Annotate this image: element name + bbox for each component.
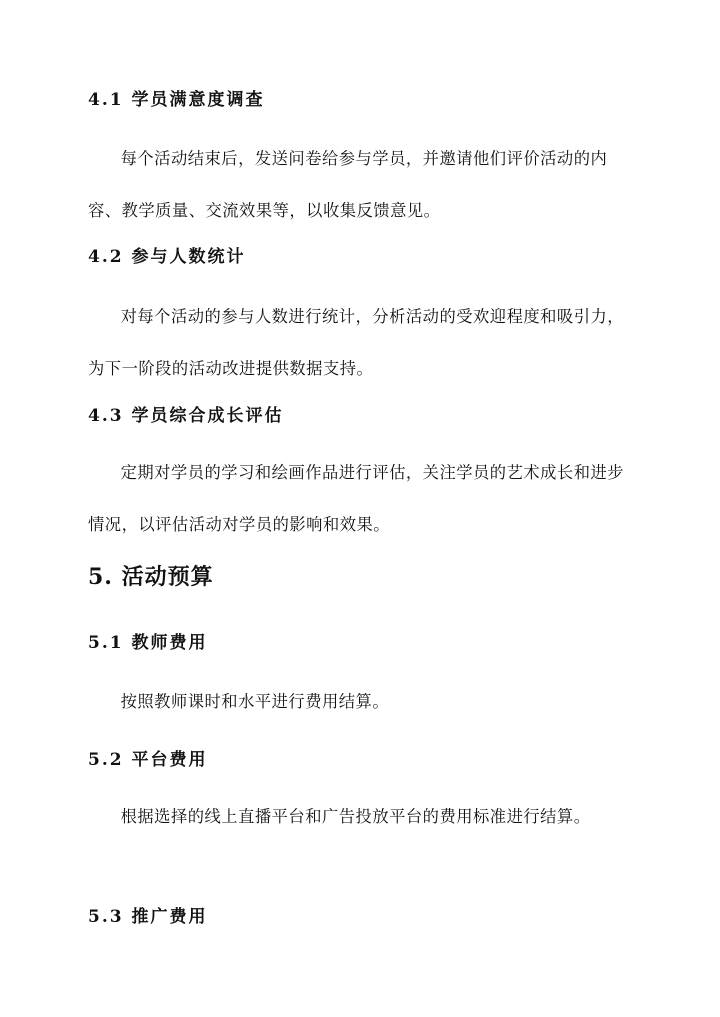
section-heading-5-1: 5.1 教师费用 [88,633,208,653]
section-paragraph-5-2: 根据选择的线上直播平台和广告投放平台的费用标准进行结算。 [120,807,591,826]
section-heading-5-2: 5.2 平台费用 [88,750,208,770]
section-heading-4-1: 4.1 学员满意度调查 [88,90,265,110]
section-heading-4-2: 4.2 参与人数统计 [88,247,246,267]
section-paragraph-4-3: 定期对学员的学习和绘画作品进行评估，关注学员的艺术成长和进步情况，以评估活动对学员的影响和效果。 [88,463,625,534]
section-heading-4-3: 4.3 学员综合成长评估 [88,406,284,426]
section-paragraph-4-2: 对每个活动的参与人数进行统计，分析活动的受欢迎程度和吸引力，为下一阶段的活动改进提供数据支持。 [88,307,625,378]
chapter-heading-5: 5. 活动预算 [88,564,214,590]
section-heading-5-3: 5.3 推广费用 [88,907,208,927]
section-paragraph-4-1: 每个活动结束后，发送问卷给参与学员，并邀请他们评价活动的内容、教学质量、交流效果等，以收集反馈意见。 [88,149,608,220]
section-paragraph-5-1: 按照教师课时和水平进行费用结算。 [120,692,390,711]
